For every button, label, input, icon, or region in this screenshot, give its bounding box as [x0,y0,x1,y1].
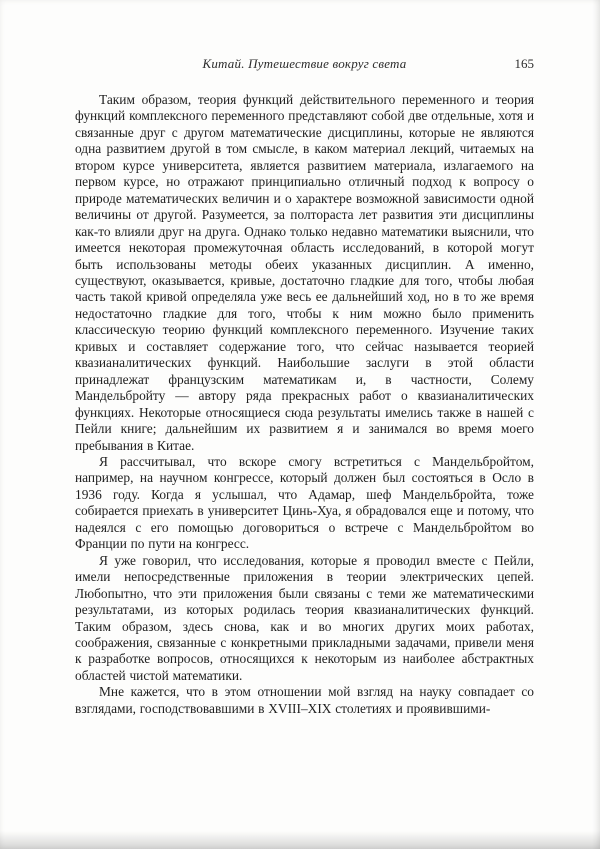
page-number: 165 [514,56,534,71]
paragraph: Я рассчитывал, что вскоре смогу встретиться с Мандельбройтом, например, на научном конгрессе, который должен был состояться в Осло в 1936 году. Когда я услышал, что Адамар, шеф Мандельбройта, тоже собирается приехать в университет Цинь-Хуа, я обрадовался еще и потому, что надеялся с его помощью договориться о встрече с Мандельбройтом во Франции по пути на конгресс. [75,453,534,552]
body-text [75,92,534,717]
page-content-area [75,56,534,717]
paragraph: Мне кажется, что в этом отношении мой взгляд на науку совпадает со взглядами, господствовавшими в XVIII–XIX столетиях и проявившими- [75,684,534,716]
running-head [75,56,534,76]
paragraph: Таким образом, теория функций действительного переменного и теория функций комплексного переменного представляют собой две отдельные, хотя и связанные друг с другом математические дисциплины, которые не являются одна развитием другой в том смысле, в каком материал лекций, читаемых на втором курсе университета, является развитием материала, излагаемого на первом курсе, но отражают принципиально отличный подход к вопросу о природе математических величин и о характере возможной зависимости одной величины от другой. Разумеется, за полтораста лет развития эти дисциплины как-то влияли друг на друга. Однако только недавно математики выяснили, что имеется некоторая промежуточная область исследований, в которой могут быть использованы методы обеих указанных дисциплин. А именно, существуют, оказывается, кривые, достаточно гладкие для того, чтобы любая часть такой кривой определяла уже весь ее дальнейший ход, но в то же время недостаточно гладкие для того, чтобы к ним можно было применить классическую теорию функций комплексного переменного. Изучение таких кривых и составляет содержание того, что сейчас называется теорией квазианалитических функций. Наибольшие заслуги в этой области принадлежат французским математикам и, в частности, Солему Мандельбройту — автору ряда прекрасных работ о квазианалитических функциях. Некоторые относящиеся сюда результаты имелись также в нашей с Пейли книге; дальнейшим их развитием я и занимался во время моего пребывания в Китае. [75,92,534,453]
running-title: Китай. Путешествие вокруг света [202,56,407,71]
paragraph: Я уже говорил, что исследования, которые я проводил вместе с Пейли, имели непосредственные приложения в теории электрических цепей. Любопытно, что эти приложения были связаны с теми же математическими результатами, из которых родилась теория квазианалитических функций. Таким образом, здесь снова, как и во многих других моих работах, соображения, связанные с конкретными прикладными задачами, привели меня к разработке вопросов, относящихся к некоторым из наиболее абстрактных областей чистой математики. [75,552,534,683]
